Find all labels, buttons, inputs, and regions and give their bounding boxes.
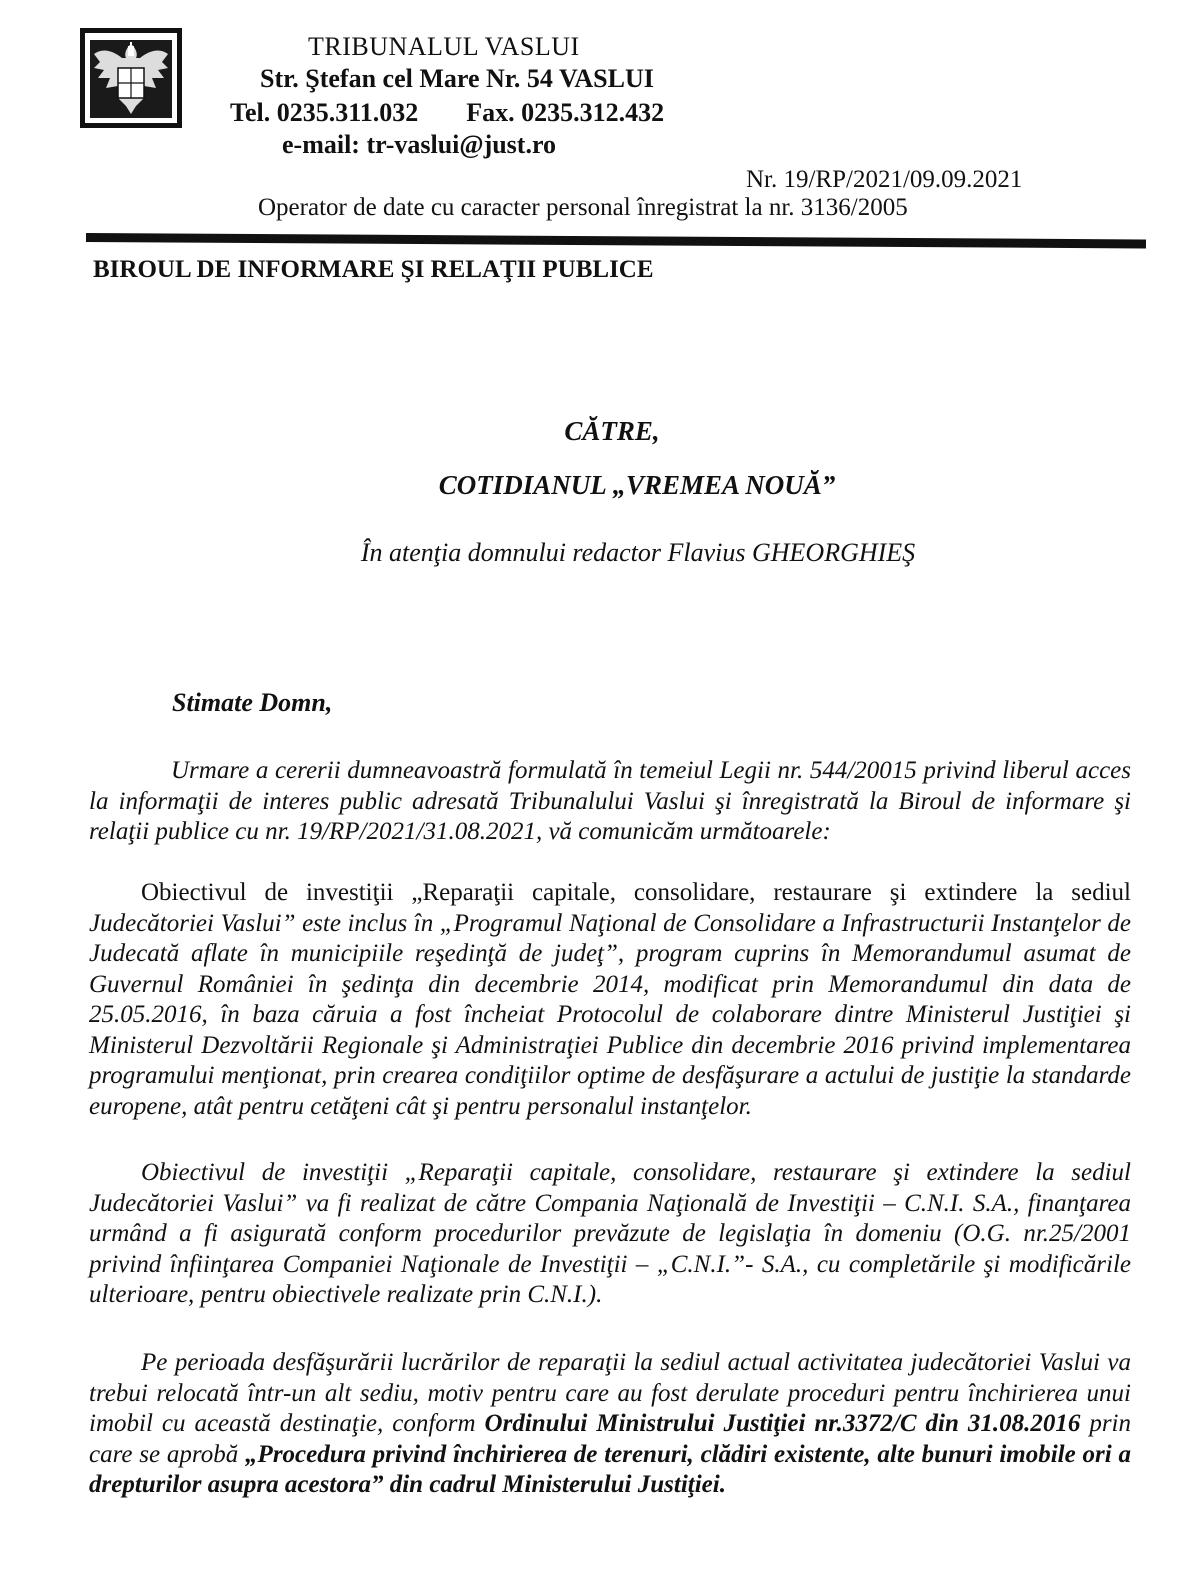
data-operator-note: Operator de date cu caracter personal înregistrat la nr. 3136/2005 <box>258 194 908 221</box>
email-address: e-mail: tr-vaslui@just.ro <box>282 130 557 159</box>
paragraph-text: Pe perioada desfăşurării lucrărilor de reparaţii la sediul actual activitatea judecătoriei Vaslui va trebui relocată într-un alt sediu, motiv pentru care au fost derulate proceduri pentru închirierea unui imobil cu această destinaţie, conform <box>89 1349 1131 1437</box>
addressee-recipient: COTIDIANUL „VREMEA NOUĂ” <box>438 470 836 500</box>
paragraph-cni-realization <box>89 1158 1131 1311</box>
paragraph-text-2: prin care se aprobă <box>89 1410 1132 1468</box>
fax-number: Fax. 0235.312.432 <box>466 98 665 127</box>
paragraph-investment-program <box>89 878 1131 1122</box>
ministry-name: Ministerului Justiţiei. <box>502 1471 726 1498</box>
coat-of-arms-icon <box>80 28 182 128</box>
addressee-to: CĂTRE, <box>564 416 660 446</box>
court-address: Str. Ştefan cel Mare Nr. 54 VASLUI <box>260 64 654 93</box>
phone-number: Tel. 0235.311.032 <box>230 98 419 127</box>
paragraph-text: Urmare a cererii dumneavoastră formulată în temeiul Legii nr. 544/20015 privind liberul acces la informaţii de interes public adresată Tribunalului Vaslui şi înregistrată la Biroul de informare şi relaţii publice cu nr. 19/RP/2021/31.08.2021, vă comunicăm următoarele: <box>89 757 1131 845</box>
paragraph-relocation <box>89 1348 1131 1501</box>
contact-line <box>230 98 1200 128</box>
registration-number: Nr. 19/RP/2021/09.09.2021 <box>746 166 1023 193</box>
paragraph-text-3: din cadrul <box>389 1471 497 1498</box>
paragraph-lead-text: Obiectivul de investiţii „Reparaţii capitale, consolidare, restaurare şi extindere la sediul <box>141 879 1131 906</box>
paragraph-text: Obiectivul de investiţii „Reparaţii capitale, consolidare, restaurare şi extindere la sediul Judecătoriei Vaslui” va fi realizat de către Compania Naţională de Investiţii – C.N.I. S.A., finanţarea urmând a fi asigurată conform procedurilor prevăzute de legislaţia în domeniu (O.G. nr.25/2001 privind înfiinţarea Companiei Naţionale de Investiţii – „C.N.I.”- S.A., cu completările şi modificările ulterioare, pentru obiectivele realizate prin C.N.I.). <box>89 1159 1131 1308</box>
addressee-attention: În atenţia domnului redactor Flavius GHEORGHIEŞ <box>360 538 916 567</box>
court-name: TRIBUNALUL VASLUI <box>308 32 580 61</box>
letter-greeting: Stimate Domn, <box>172 688 333 717</box>
procedure-title: „Procedura privind închirierea de terenuri, clădiri existente, alte bunuri imobile ori a drepturilor asupra acestora” <box>89 1440 1132 1498</box>
header-divider <box>86 233 1146 248</box>
order-reference: Ordinului Ministrului Justiţiei nr.3372/C din 31.08.2016 <box>484 1410 1081 1437</box>
office-title: BIROUL DE INFORMARE ŞI RELAŢII PUBLICE <box>93 256 654 283</box>
paragraph-text: Judecătoriei Vaslui” este inclus în „Programul Naţional de Consolidare a Infrastructurii Instanţelor de Judecată aflate în municipiile reşedinţă de judeţ”, program cuprins în Memorandumul asumat de Guvernul României în şedinţa din decembrie 2014, modificat prin Memorandumul din data de 25.05.2016, în baza căruia a fost încheiat Protocolul de colaborare dintre Ministerul Justiţiei şi Ministerul Dezvoltării Regionale şi Administraţiei Publice din decembrie 2016 privind implementarea programului menţionat, prin crearea condiţiilor optime de desfăşurare a actului de justiţie la standarde europene, atât pentru cetăţeni cât şi pentru personalul instanţelor. <box>89 909 1131 1120</box>
paragraph-request-reference <box>89 756 1131 848</box>
